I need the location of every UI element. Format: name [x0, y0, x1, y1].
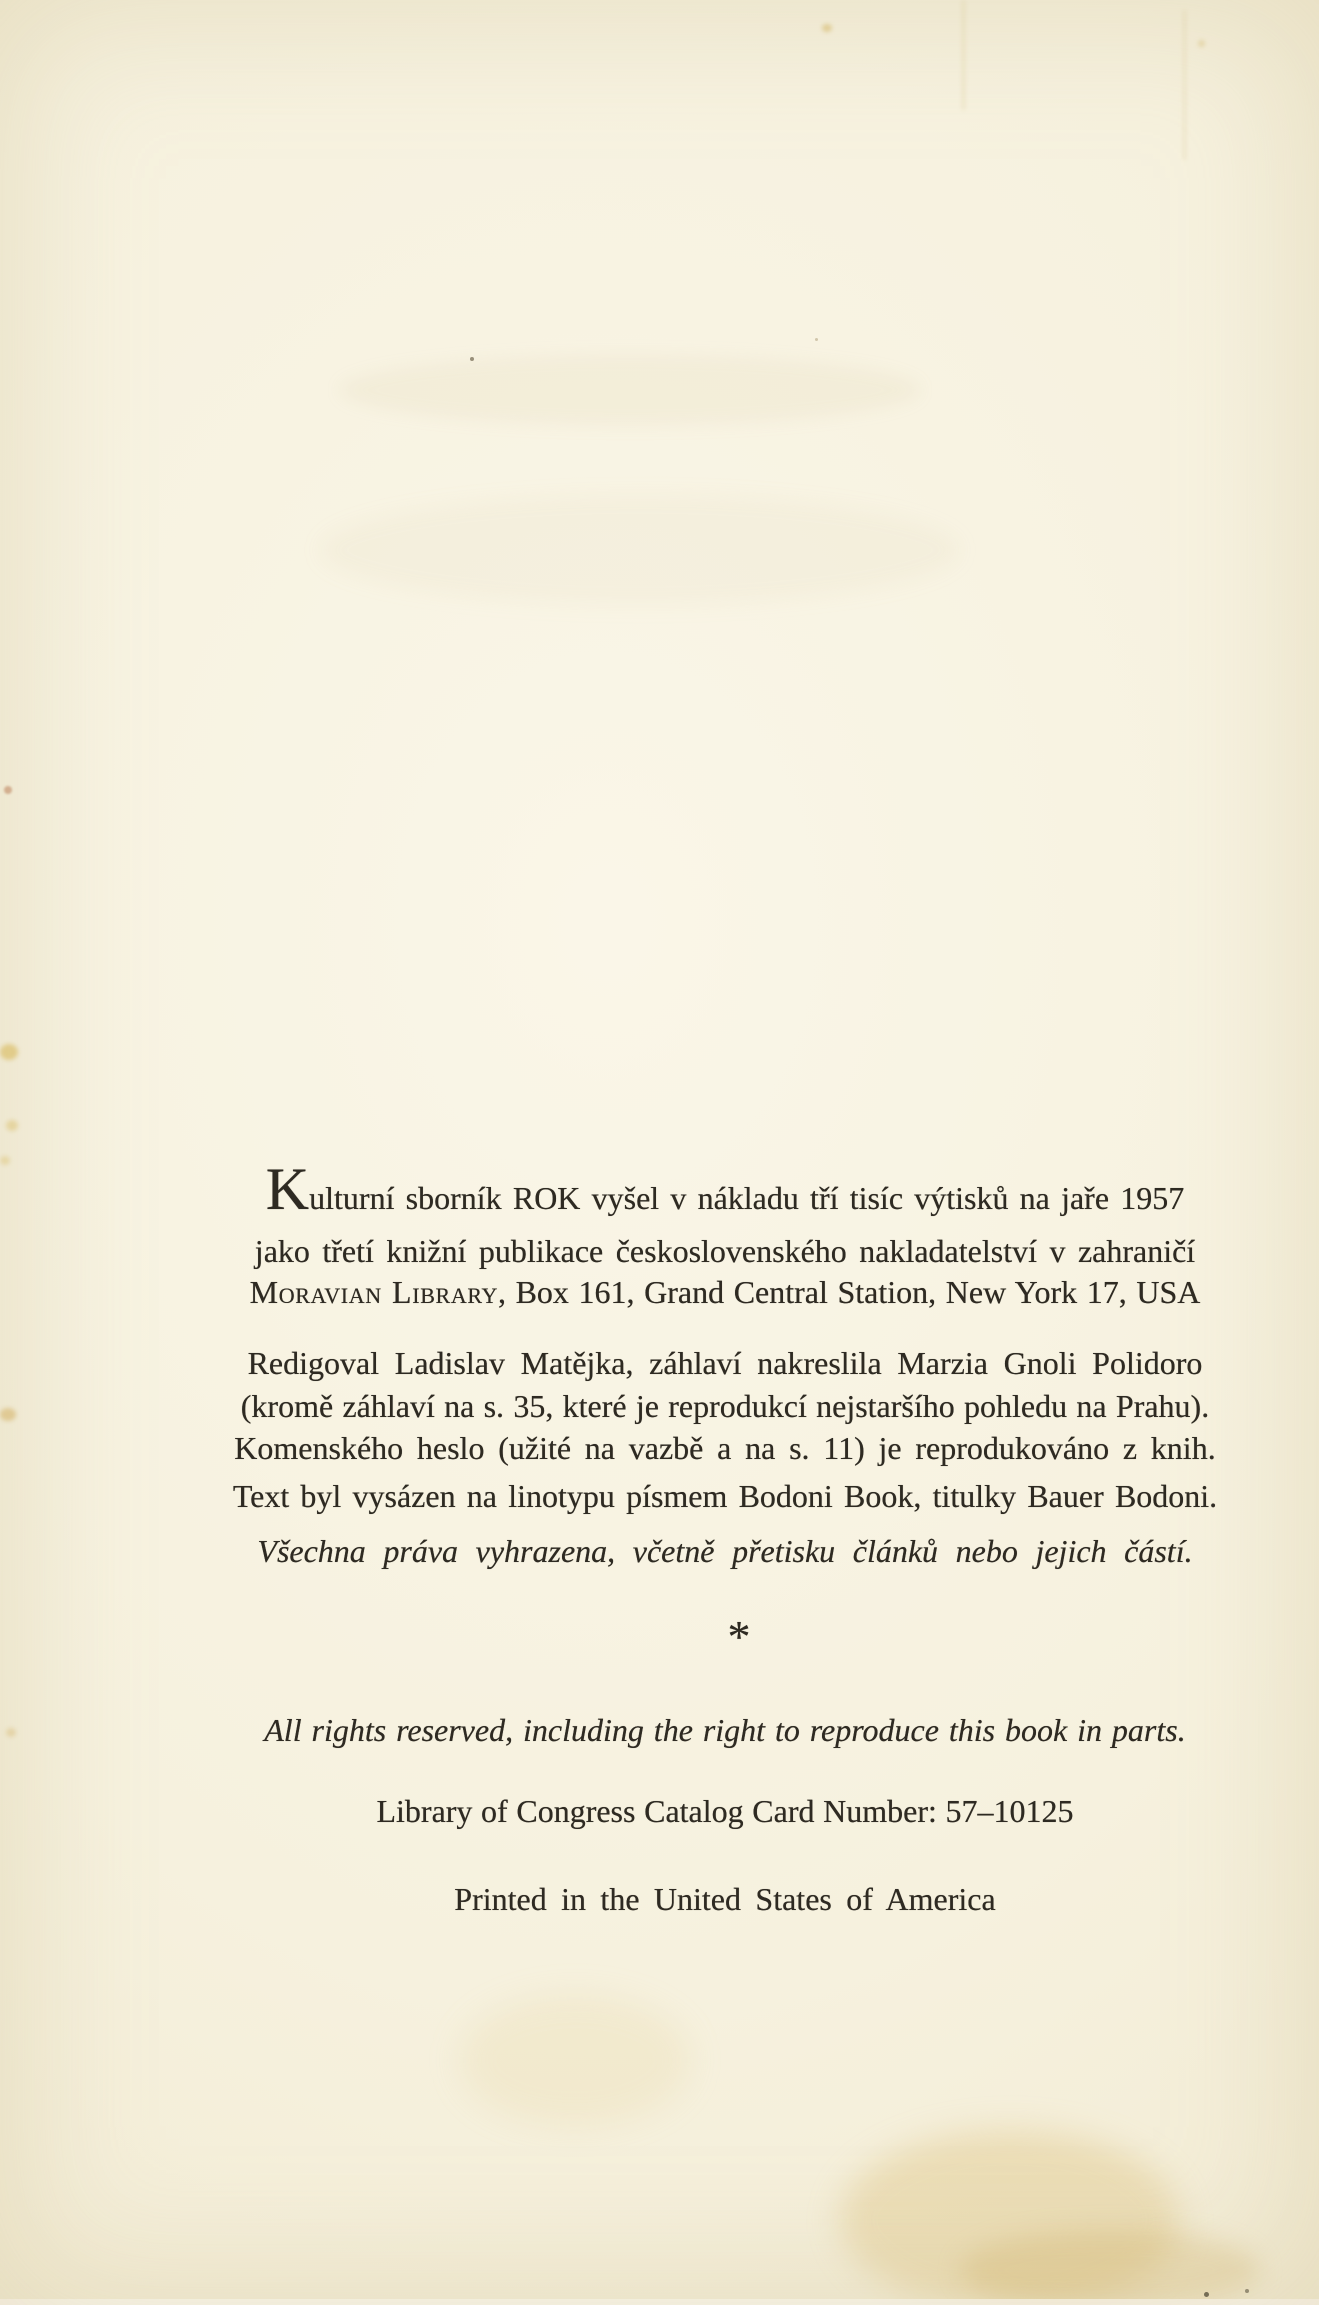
publisher-name: Moravian Library	[249, 1274, 498, 1310]
paper-speck	[1245, 2289, 1249, 2293]
credits-line-2: (kromě záhlaví na s. 35, které je reprodukcí nejstaršího pohledu na Prahu).	[240, 1388, 1210, 1424]
edition-note-line-3	[155, 1269, 1295, 1315]
edition-note-line-2: jako třetí knižní publikace československého nakladatelství v zahraničí	[254, 1233, 1196, 1269]
edition-note-line-1	[155, 1156, 1295, 1222]
paper-stain	[0, 1044, 18, 1060]
paper-stain	[840, 2130, 1180, 2305]
ink-showthrough-ghost	[320, 495, 960, 605]
paper-speck	[815, 338, 818, 341]
publisher-address: , Box 161, Grand Central Station, New York 17, USA	[497, 1274, 1201, 1310]
scan-edge-band	[0, 2299, 1319, 2305]
paper-stain	[460, 1995, 690, 2125]
paper-speck	[822, 24, 832, 32]
rights-notice-czech: Všechna práva vyhrazena, včetně přetisku článků nebo jejich částí.	[257, 1533, 1193, 1569]
rights-notice-english: All rights reserved, including the right to reproduce this book in parts.	[264, 1712, 1186, 1748]
paper-stain	[6, 1728, 16, 1737]
asterisk-separator: *	[727, 1611, 751, 1662]
paper-stain	[6, 1120, 18, 1131]
credits-line-4: Text byl vysázen na linotypu písmem Bodoni Book, titulky Bauer Bodoni.	[232, 1478, 1218, 1514]
paper-speck	[1204, 2292, 1209, 2297]
paper-fiber	[1183, 10, 1186, 160]
paper-stain	[0, 1408, 16, 1421]
paper-speck	[1198, 40, 1205, 47]
credits-line-1: Redigoval Ladislav Matějka, záhlaví nakreslila Marzia Gnoli Polidoro	[247, 1345, 1203, 1381]
drop-cap-initial: K	[265, 1156, 310, 1222]
credits-line-3: Komenského heslo (užité na vazbě a na s. 11) je reprodukováno z knih.	[234, 1430, 1216, 1466]
paper-speck	[470, 357, 474, 361]
paper-stain	[960, 2230, 1260, 2305]
paper-fiber	[962, 0, 965, 110]
paper-stain	[0, 1156, 10, 1165]
ink-showthrough-ghost	[340, 355, 920, 425]
paper-speck	[4, 786, 12, 794]
edition-note-line-1-text: ulturní sborník ROK vyšel v nákladu tří tisíc výtisků na jaře 1957	[309, 1180, 1185, 1216]
library-of-congress-line: Library of Congress Catalog Card Number: 57–10125	[376, 1793, 1074, 1829]
printed-in-line: Printed in the United States of America	[454, 1881, 996, 1917]
